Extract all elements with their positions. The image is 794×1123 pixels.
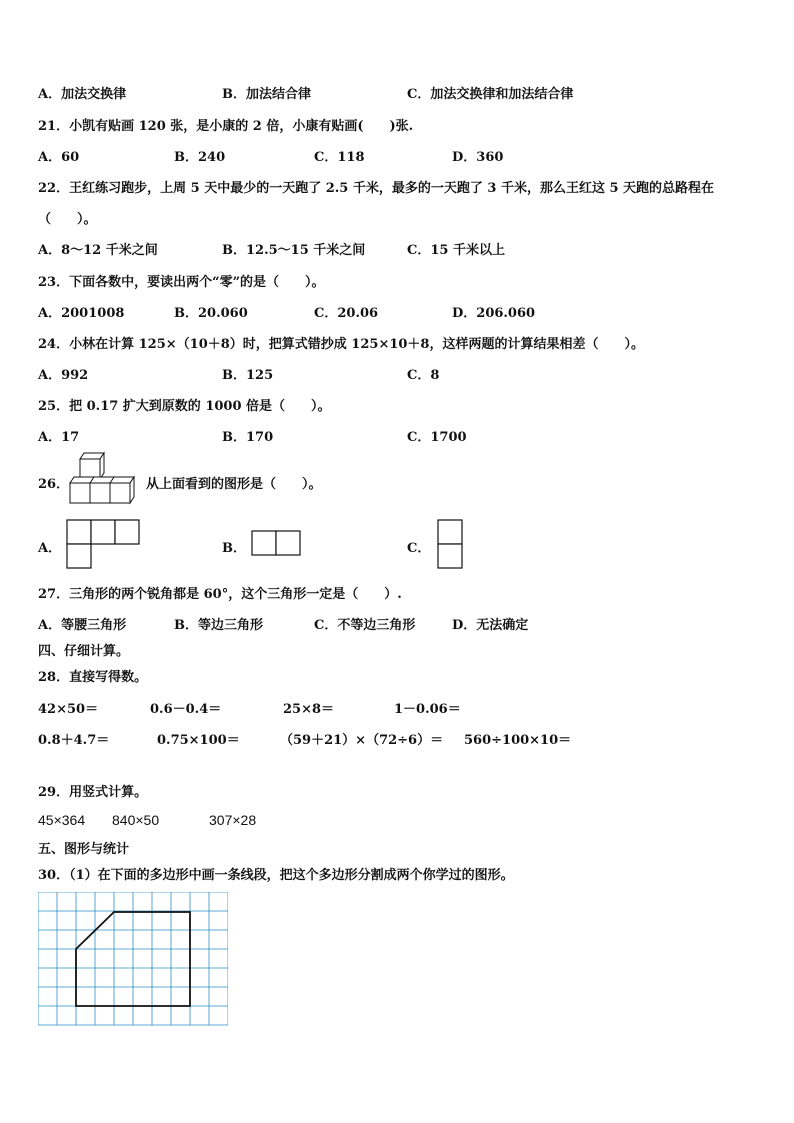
q26-option-c-figure xyxy=(437,519,463,569)
q24-option-b: B．125 xyxy=(222,368,274,383)
q22-option-b: B．12.5～15 千米之间 xyxy=(222,243,366,258)
q21-stem: 21．小凯有贴画 120 张，是小康的 2 倍，小康有贴画( )张. xyxy=(38,119,414,134)
q25-option-b: B．170 xyxy=(222,430,274,445)
q23-stem: 23．下面各数中，要读出两个“零”的是（ ）。 xyxy=(38,275,325,290)
q22-stem-line1: 22．王红练习跑步，上周 5 天中最少的一天跑了 2.5 千米，最多的一天跑了 3 千米，那么王红这 5 天跑的总路程在 xyxy=(38,181,715,196)
q26-stem: 从上面看到的图形是（ ）。 xyxy=(146,477,322,492)
q28-row1-item1: 42×50＝ xyxy=(38,702,99,717)
q30-grid-figure xyxy=(38,892,228,1026)
q26-option-c-label: C． xyxy=(407,541,431,556)
q28-row2-item1: 0.8＋4.7＝ xyxy=(38,733,110,748)
q30-stem: 30．（1）在下面的多边形中画一条线段，把这个多边形分割成两个你学过的图形。 xyxy=(38,868,514,883)
q21-option-d: D．360 xyxy=(452,150,504,165)
q29-stem: 29．用竖式计算。 xyxy=(38,785,148,800)
q20-option-c: C．加法交换律和加法结合律 xyxy=(407,87,574,102)
q23-option-d: D．206.060 xyxy=(452,306,536,321)
q28-stem: 28．直接写得数。 xyxy=(38,670,148,685)
q25-stem: 25．把 0.17 扩大到原数的 1000 倍是（ ）。 xyxy=(38,399,331,414)
q21-option-a: A．60 xyxy=(38,150,80,165)
q24-stem: 24．小林在计算 125×（10＋8）时，把算式错抄成 125×10＋8，这样两题的计算结果相差（ ）。 xyxy=(38,337,644,352)
q29-item2: 840×50 xyxy=(112,812,160,828)
q20-option-b: B．加法结合律 xyxy=(222,87,311,102)
q29-item3: 307×28 xyxy=(209,812,257,828)
q21-option-c: C．118 xyxy=(314,150,365,165)
q28-row1-item4: 1－0.06＝ xyxy=(394,702,461,717)
q29-item1: 45×364 xyxy=(38,812,86,828)
q25-option-c: C．1700 xyxy=(407,430,467,445)
q21-option-b: B．240 xyxy=(174,150,226,165)
q27-option-d: D．无法确定 xyxy=(452,618,529,633)
q22-stem-line2: （ ）。 xyxy=(38,212,97,227)
q26-option-b-label: B． xyxy=(222,541,246,556)
q27-stem: 27．三角形的两个锐角都是 60°，这个三角形一定是（ ）. xyxy=(38,587,402,602)
q28-row1-item3: 25×8＝ xyxy=(283,702,335,717)
q23-option-c: C．20.06 xyxy=(314,306,379,321)
section5-title: 五、图形与统计 xyxy=(38,842,130,857)
q23-option-a: A．2001008 xyxy=(38,306,125,321)
q27-option-b: B．等边三角形 xyxy=(174,618,263,633)
q28-row2-item2: 0.75×100＝ xyxy=(157,733,240,748)
q25-option-a: A．17 xyxy=(38,430,80,445)
q26-option-b-figure xyxy=(251,530,301,556)
q26-option-a-figure xyxy=(66,519,140,569)
q23-option-b: B．20.060 xyxy=(174,306,248,321)
q28-row1-item2: 0.6－0.4＝ xyxy=(150,702,222,717)
q20-option-a: A．加法交换律 xyxy=(38,87,127,102)
q24-option-c: C．8 xyxy=(407,368,440,383)
q22-option-c: C．15 千米以上 xyxy=(407,243,505,258)
q28-row2-item3: （59＋21）×（72÷6）＝ xyxy=(280,733,444,748)
q22-option-a: A．8～12 千米之间 xyxy=(38,243,158,258)
q27-option-a: A．等腰三角形 xyxy=(38,618,127,633)
q26-number: 26． xyxy=(38,477,70,492)
q26-cube-figure xyxy=(68,451,148,507)
q27-option-c: C．不等边三角形 xyxy=(314,618,416,633)
q26-option-a-label: A． xyxy=(38,541,62,556)
section4-title: 四、仔细计算。 xyxy=(38,644,130,659)
q24-option-a: A．992 xyxy=(38,368,89,383)
q28-row2-item4: 560÷100×10＝ xyxy=(464,733,572,748)
